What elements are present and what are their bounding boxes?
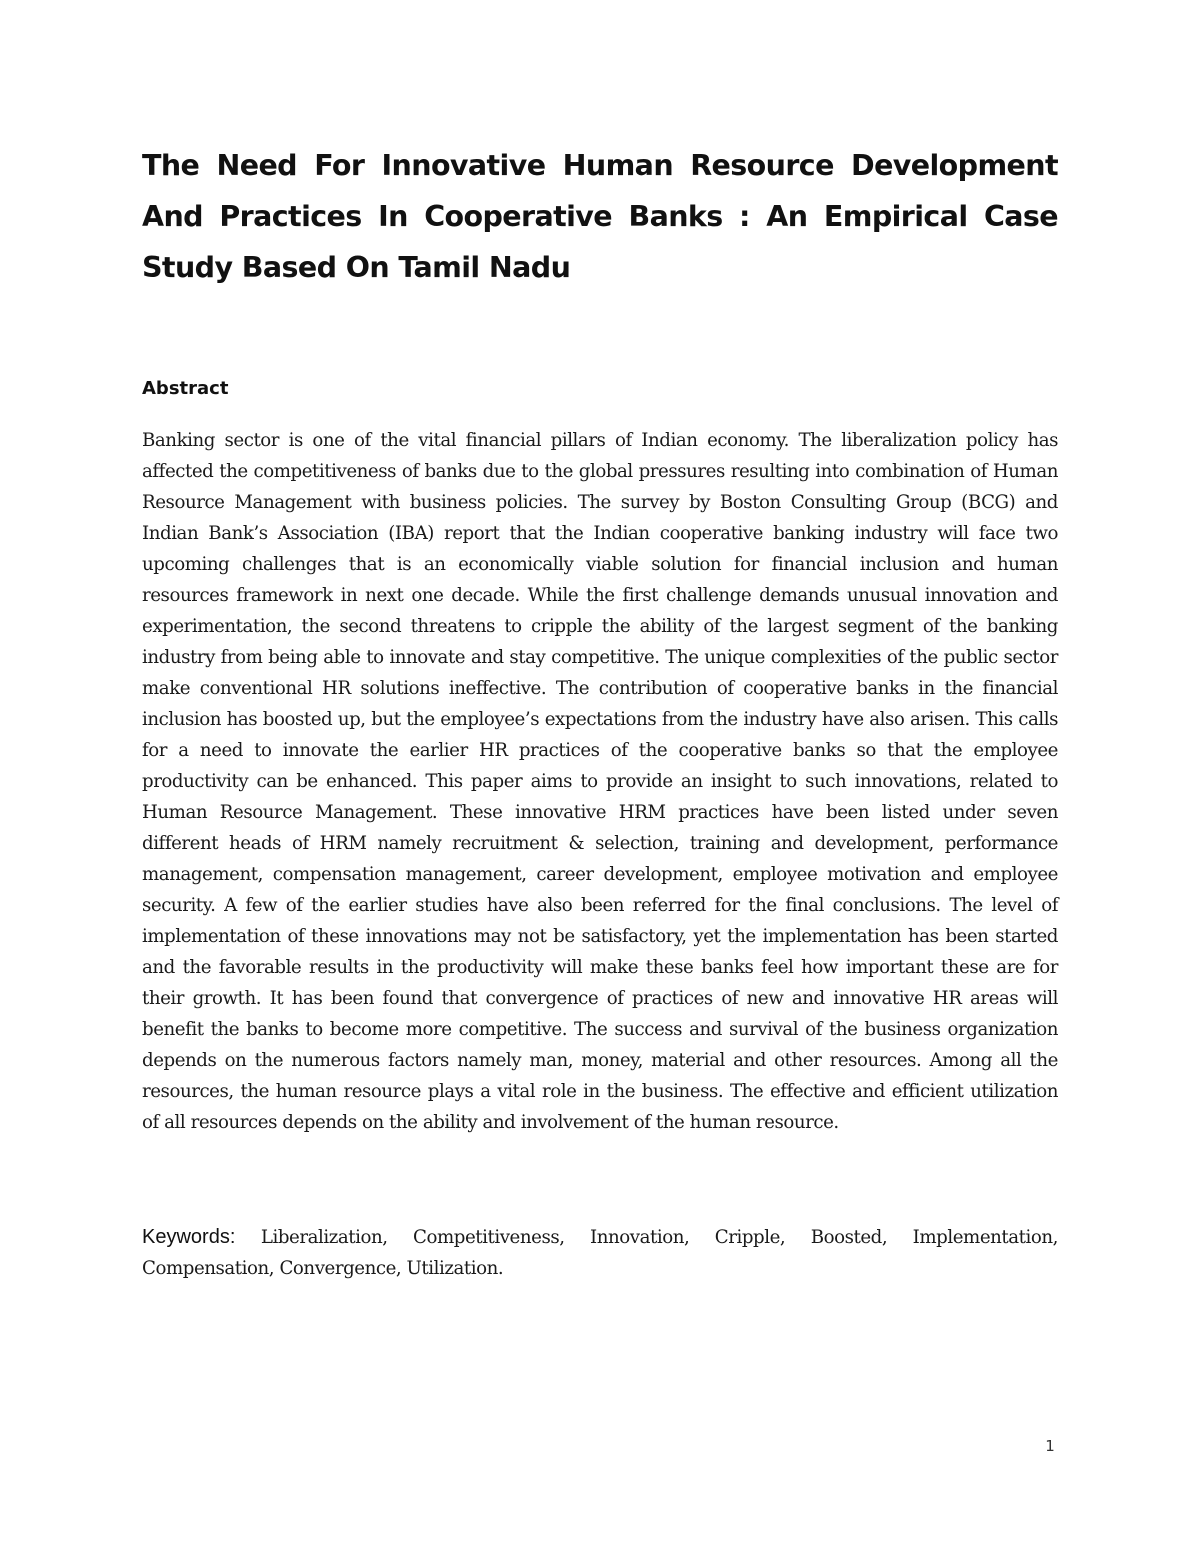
keywords-label: Keywords: [142, 1226, 236, 1248]
keywords-list: Liberalization, Competitiveness, Innovation, Cripple, Boosted, Implementation, Compensation, Convergence, Utilization. [142, 1227, 1058, 1279]
abstract-heading: Abstract [142, 378, 229, 399]
paper-title: The Need For Innovative Human Resource Development And Practices In Cooperative Banks : An Empirical Case Study Based On Tamil Nadu [142, 149, 1058, 284]
abstract-body: Banking sector is one of the vital financial pillars of Indian economy. The liberalization policy has affected the competitiveness of banks due to the global pressures resulting into combination of Human Resource Management with business policies. The survey by Boston Consulting Group (BCG) and Indian Bank’s Association (IBA) report that the Indian cooperative banking industry will face two upcoming challenges that is an economically viable solution for financial inclusion and human resources framework in next one decade. While the first challenge demands unusual innovation and experimentation, the second threatens to cripple the ability of the largest segment of the banking industry from being able to innovate and stay competitive. The unique complexities of the public sector make conventional HR solutions ineffective. The contribution of cooperative banks in the financial inclusion has boosted up, but the employee’s expectations from the industry have also arisen. This calls for a need to innovate the earlier HR practices of the cooperative banks so that the employee productivity can be enhanced. This paper aims to provide an insight to such innovations, related to Human Resource Management. These innovative HRM practices have been listed under seven different heads of HRM namely recruitment & selection, training and development, performance management, compensation management, career development, employee motivation and employee security. A few of the earlier studies have also been referred for the final conclusions. The level of implementation of these innovations may not be satisfactory, yet the implementation has been started and the favorable results in the productivity will make these banks feel how important these are for their growth. It has been found that convergence of practices of new and innovative HR areas will benefit the banks to become more competitive. The success and survival of the business organization depends on the numerous factors namely man, money, material and other resources. Among all the resources, the human resource plays a vital role in the business. The effective and efficient utilization of all resources depends on the ability and involvement of the human resource. [142, 430, 1058, 1133]
keywords-paragraph [142, 1222, 1058, 1284]
page-number: 1 [1045, 1437, 1055, 1455]
